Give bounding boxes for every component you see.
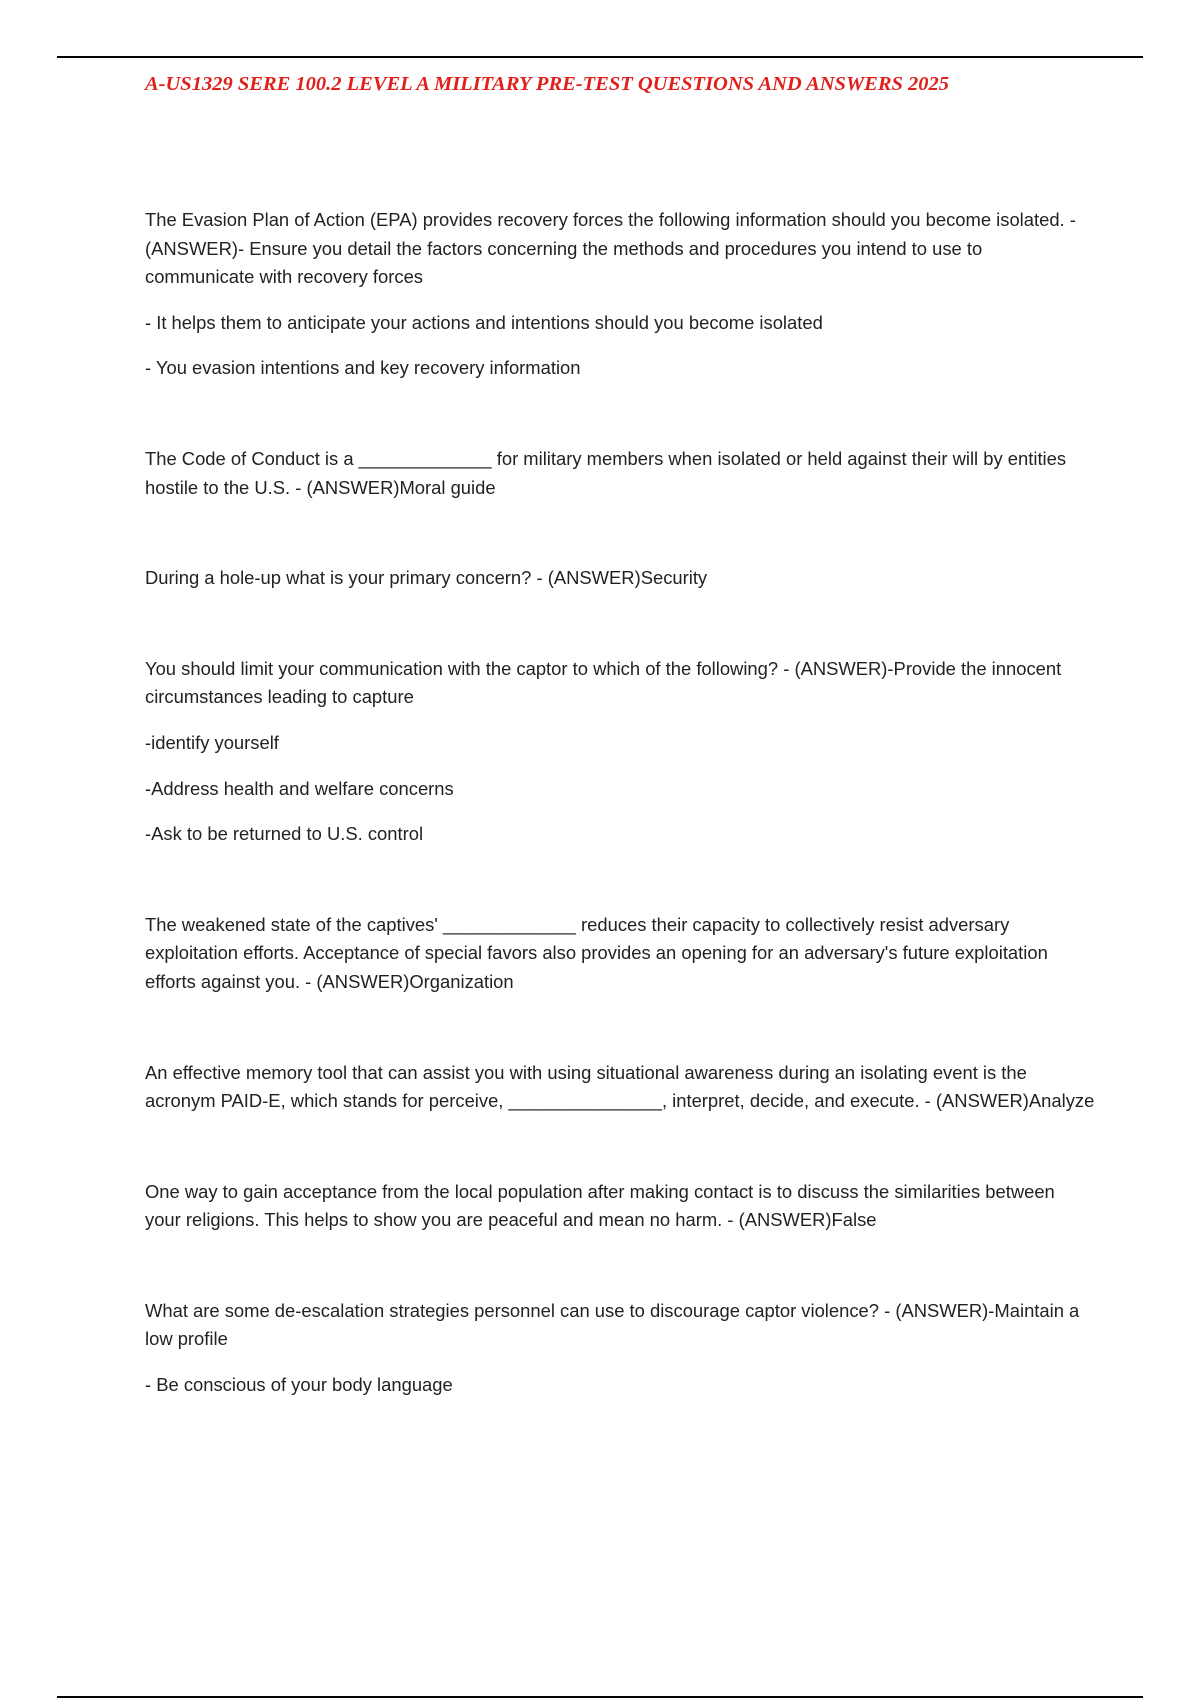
qa-item <box>145 1297 1095 1400</box>
qa-list <box>145 206 1095 1462</box>
qa-item <box>145 1178 1095 1235</box>
qa-item <box>145 445 1095 502</box>
qa-item <box>145 1059 1095 1116</box>
qa-text: The weakened state of the captives' _____________ reduces their capacity to collectively resist adversary exploitation efforts. Acceptance of special favors also provides an opening for an adversary's future exploitation efforts against you. - (ANSWER)Organization <box>145 913 1048 992</box>
qa-text: During a hole-up what is your primary concern? - (ANSWER)Security <box>145 567 708 589</box>
qa-text: What are some de-escalation strategies personnel can use to discourage captor violence? - (ANSWER)-Maintain a low profile <box>145 1299 1080 1350</box>
qa-text: You should limit your communication with the captor to which of the following? - (ANSWER)-Provide the innocent circumstances leading to capture <box>145 657 1062 708</box>
qa-sub-line: -Ask to be returned to U.S. control <box>145 823 424 845</box>
top-rule <box>57 56 1143 58</box>
bottom-rule <box>57 1696 1143 1698</box>
qa-sub-line: - Be conscious of your body language <box>145 1374 453 1396</box>
qa-item <box>145 911 1095 997</box>
qa-sub-line: - You evasion intentions and key recovery information <box>145 357 581 379</box>
qa-item <box>145 206 1095 383</box>
qa-sub-line: - It helps them to anticipate your actions and intentions should you become isolated <box>145 311 823 333</box>
qa-item <box>145 564 1095 593</box>
document-title: A-US1329 SERE 100.2 LEVEL A MILITARY PRE-TEST QUESTIONS AND ANSWERS 2025 <box>145 73 950 95</box>
qa-sub-line: -Address health and welfare concerns <box>145 777 454 799</box>
qa-text: An effective memory tool that can assist you with using situational awareness during an isolating event is the acronym PAID-E, which stands for perceive, _______________, interpret, decide, and execute. - (ANSWER)Analyze <box>145 1061 1095 1112</box>
qa-sub-line: -identify yourself <box>145 731 279 753</box>
qa-item <box>145 655 1095 849</box>
qa-text: The Evasion Plan of Action (EPA) provides recovery forces the following information should you become isolated. - (ANSWER)- Ensure you detail the factors concerning the methods and procedures you intend to use to communicate with recovery forces <box>145 209 1076 288</box>
qa-text: One way to gain acceptance from the local population after making contact is to discuss the similarities between your religions. This helps to show you are peaceful and mean no harm. - (ANSWER)False <box>145 1180 1055 1231</box>
qa-text: The Code of Conduct is a _____________ for military members when isolated or held against their will by entities hostile to the U.S. - (ANSWER)Moral guide <box>145 447 1067 498</box>
